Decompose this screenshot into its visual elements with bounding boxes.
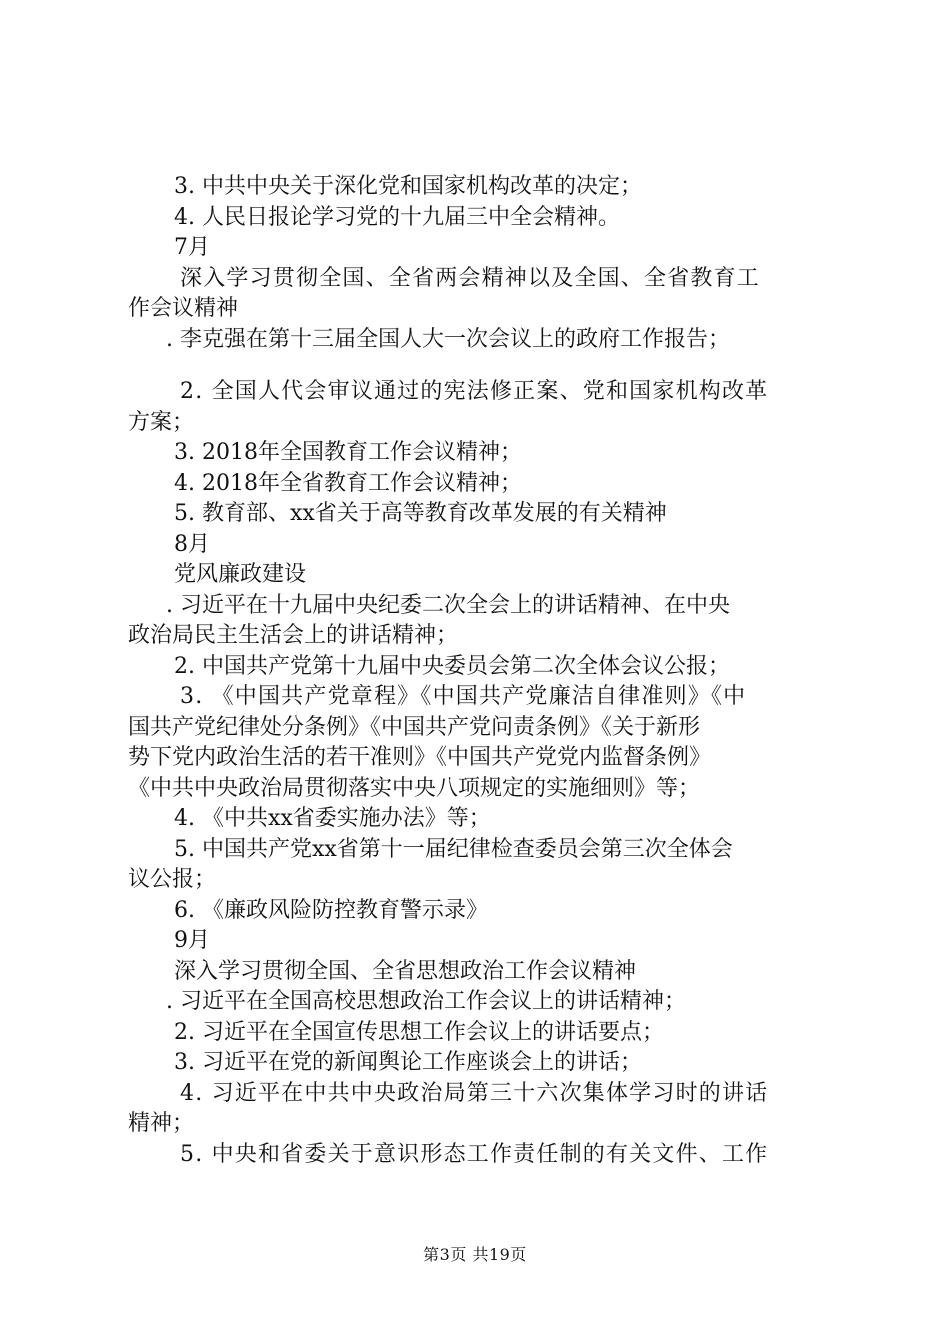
text-line: 6. 《廉政风险防控教育警示录》 — [174, 897, 488, 923]
text-line: 5. 中国共产党xx省第十一届纪律检查委员会第三次全体会 — [174, 836, 733, 862]
text-line: 势下党内政治生活的若干准则》《中国共产党党内监督条例》 — [128, 745, 712, 770]
page-footer — [0, 1242, 950, 1265]
text-line: 2. 中国共产党第十九届中央委员会第二次全体会议公报； — [174, 653, 730, 679]
text-line: 2. 习近平在全国宣传思想工作会议上的讲话要点； — [174, 1019, 664, 1045]
text-line: 《中共中央政治局贯彻落实中央八项规定的实施细则》等； — [128, 775, 701, 801]
text-line: 3. 习近平在党的新闻舆论工作座谈会上的讲话； — [174, 1050, 642, 1075]
text-line: 3. 《中国共产党章程》《中国共产党廉洁自律准则》《中 — [180, 684, 747, 709]
spacer — [128, 355, 834, 377]
section-month: 7月 — [174, 235, 210, 260]
text-line: . 李克强在第十三届全国人大一次会议上的政府工作报告； — [166, 326, 730, 352]
section-month: 8月 — [174, 531, 210, 557]
page-number-label: 第3页 共19页 — [423, 1245, 527, 1264]
text-line: 5. 中央和省委关于意识形态工作责任制的有关文件、工作 — [180, 1141, 769, 1167]
text-line: . 习近平在全国高校思想政治工作会议上的讲话精神； — [166, 989, 686, 1014]
text-line: 4. 《中共xx省委实施办法》等； — [174, 806, 491, 831]
section-month: 9月 — [174, 928, 210, 953]
text-line: 国共产党纪律处分条例》《中国共产党问责条例》《关于新形 — [128, 714, 701, 740]
text-line: 议公报； — [128, 867, 217, 892]
text-line: 政治局民主生活会上的讲话精神； — [128, 623, 459, 648]
section-heading: 党风廉政建设 — [174, 562, 307, 587]
text-line: 作会议精神 — [128, 296, 239, 321]
text-line: 4. 习近平在中共中央政治局第三十六次集体学习时的讲话 — [180, 1080, 769, 1106]
text-line: 2. 全国人代会审议通过的宪法修正案、党和国家机构改革 — [180, 379, 769, 404]
text-line: 3. 2018年全国教育工作会议精神； — [174, 440, 522, 465]
text-line: . 习近平在十九届中央纪委二次全会上的讲话精神、在中央 — [166, 592, 730, 618]
document-body — [128, 172, 834, 1170]
section-heading: 深入学习贯彻全国、全省思想政治工作会议精神 — [174, 958, 637, 984]
section-heading: 深入学习贯彻全国、全省两会精神以及全国、全省教育工 — [180, 265, 761, 291]
text-line: 4. 2018年全省教育工作会议精神； — [174, 470, 522, 496]
text-line: 方案； — [128, 409, 195, 435]
text-line: 4. 人民日报论学习党的十九届三中全会精神。 — [174, 204, 620, 230]
text-line: 5. 教育部、xx省关于高等教育改革发展的有关精神 — [174, 501, 667, 526]
text-line: 精神； — [128, 1111, 195, 1136]
text-line: 3. 中共中央关于深化党和国家机构改革的决定； — [174, 174, 642, 199]
